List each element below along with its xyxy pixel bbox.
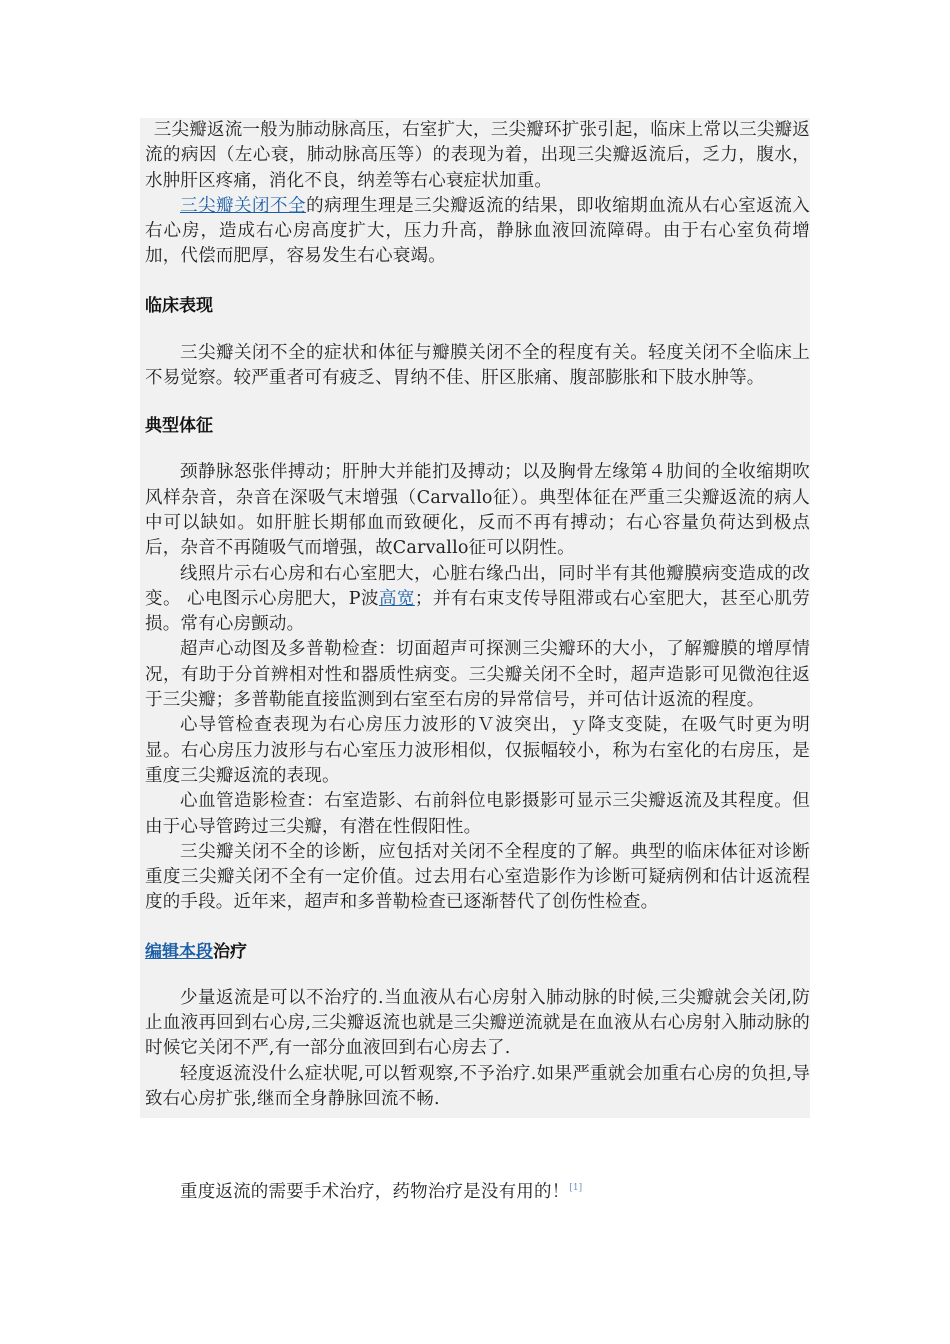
intro-paragraph-2 — [140, 194, 810, 270]
reference-marker[interactable]: [1] — [569, 1183, 583, 1193]
intro-paragraph-2-text: 的病理生理是三尖瓣返流的结果，即收缩期血流从右心室返流入右心房，造成右心房高度扩大，压力升高，静脉血液回流障碍。由于右心室负荷增加，代偿而肥厚，容易发生右心衰竭。 — [145, 195, 810, 267]
signs-paragraph-3: 超声心动图及多普勒检查：切面超声可探测三尖瓣环的大小，了解瓣膜的增厚情况，有助于分首辨相对性和器质性病变。三尖瓣关闭不全时，超声造影可见微泡往返于三尖瓣；多普勒能直接监测到右室至右房的异常信号，并可估计返流的程度。 — [145, 639, 810, 711]
signs-paragraph-6: 三尖瓣关闭不全的诊断，应包括对关闭不全程度的了解。典型的临床体征对诊断重度三尖瓣关闭不全有一定价值。过去用右心室造影作为诊断可疑病例和估计返流程度的手段。近年来，超声和多普勒检查已逐渐替代了创伤性检查。 — [145, 841, 810, 913]
treatment-paragraph-2: 轻度返流没什么症状呢,可以暂观察,不予治疗.如果严重就会加重右心房的负担,导致右心房扩张,继而全身静脉回流不畅. — [145, 1063, 810, 1109]
signs-paragraph-4: 心导管检查表现为右心房压力波形的Ｖ波突出，ｙ降支变陡，在吸气时更为明显。右心房压力波形与右心室压力波形相似，仅振幅较小，称为右室化的右房压，是重度三尖瓣返流的表现。 — [145, 715, 810, 786]
intro-paragraph-1: 三尖瓣返流一般为肺动脉高压，右室扩大，三尖瓣环扩张引起，临床上常以三尖瓣返流的病因（左心衰，肺动脉高压等）的表现为着，出现三尖瓣返流后，乏力，腹水，水肿肝区疼痛，消化不良，纳差等右心衰症状加重。 — [145, 120, 810, 191]
article-content — [140, 118, 810, 1118]
signs-paragraph-2-text-a: 线照片示右心房和右心室肥大，心脏右缘凸出，同时半有其他瓣膜病变造成的改变。 心电图示心房肥大，P波 — [145, 563, 810, 609]
section-heading-signs: 典型体征 — [145, 416, 213, 437]
treatment-paragraph-1: 少量返流是可以不治疗的.当血液从右心房射入肺动脉的时候,三尖瓣就会关闭,防止血液再回到右心房,三尖瓣返流也就是三尖瓣逆流就是在血液从右心房射入肺动脉的时候它关闭不严,有一部分血液回到右心房去了. — [145, 987, 810, 1059]
section-heading-clinical: 临床表现 — [145, 295, 213, 316]
section-heading-treatment — [140, 940, 810, 965]
edit-section-link[interactable]: 编辑本段 — [145, 941, 213, 962]
tricuspid-insufficiency-link[interactable]: 三尖瓣关闭不全 — [180, 195, 307, 216]
clinical-paragraph: 三尖瓣关闭不全的症状和体征与瓣膜关闭不全的程度有关。轻度关闭不全临床上不易觉察。较严重者可有疲乏、胃纳不佳、肝区胀痛、腹部膨胀和下肢水肿等。 — [145, 342, 810, 389]
treatment-heading-text: 治疗 — [213, 941, 247, 962]
signs-paragraph-2-text-b: ；并有右束支传导阻滞或右心室肥大，甚至心肌劳损。常有心房颤动。 — [145, 588, 811, 635]
signs-paragraph-5: 心血管造影检查：右室造影、右前斜位电影摄影可显示三尖瓣返流及其程度。但由于心导管跨过三尖瓣，有潜在性假阳性。 — [145, 791, 810, 837]
signs-paragraph-2 — [140, 562, 810, 638]
signs-paragraph-1: 颈静脉怒张伴搏动；肝肿大并能扪及搏动；以及胸骨左缘第４肋间的全收缩期吹风样杂音，杂音在深吸气末增强（Carvallo征）。典型体征在严重三尖瓣返流的病人中可以缺如。如肝脏长期郁血而致硬化，反而不再有搏动；右心容量负荷达到极点后，杂音不再随吸气而增强，故Carvallo征可以阴性。 — [145, 462, 810, 559]
high-wide-link[interactable]: 高宽 — [378, 588, 415, 609]
treatment-paragraph-3 — [145, 1176, 815, 1205]
treatment-paragraph-3-text: 重度返流的需要手术治疗，药物治疗是没有用的！ — [180, 1182, 570, 1202]
